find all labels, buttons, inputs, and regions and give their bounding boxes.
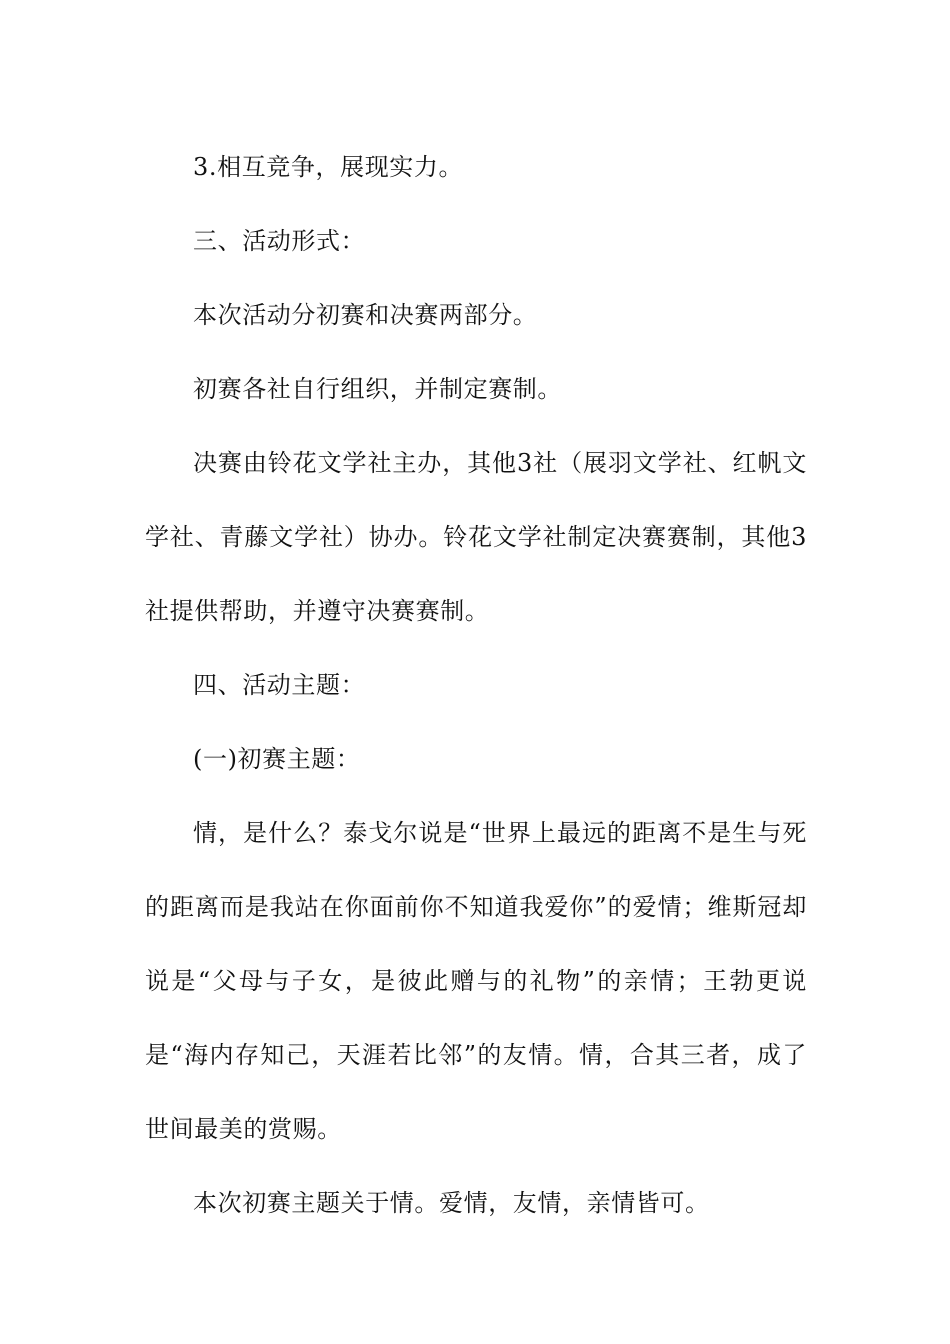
paragraph-two-parts: 本次活动分初赛和决赛两部分。 (193, 301, 538, 329)
paragraph-what-is-love: 情，是什么？泰戈尔说是“世界上最远的距离不是生与死的距离而是我站在你面前你不知道我爱你”的爱情；维斯冠却说是“父母与子女，是彼此赠与的礼物”的亲情；王勃更说是“海内存知己，天涯若比邻”的友情。情，合其三者，成了世间最美的赏赐。 (145, 819, 807, 1143)
document-body (145, 130, 807, 1240)
paragraph-preliminary: 初赛各社自行组织，并制定赛制。 (193, 375, 562, 403)
heading-activity-theme: 四、活动主题： (193, 671, 366, 699)
subheading-preliminary-theme: (一)初赛主题： (193, 745, 361, 773)
paragraph-goal-3: 3.相互竞争，展现实力。 (193, 153, 464, 181)
paragraph-final: 决赛由铃花文学社主办，其他3社（展羽文学社、红帆文学社、青藤文学社）协办。铃花文学社制定决赛赛制，其他3社提供帮助，并遵守决赛赛制。 (145, 449, 807, 625)
heading-activity-form: 三、活动形式： (193, 227, 366, 255)
paragraph-theme-scope: 本次初赛主题关于情。爱情，友情，亲情皆可。 (193, 1189, 710, 1217)
